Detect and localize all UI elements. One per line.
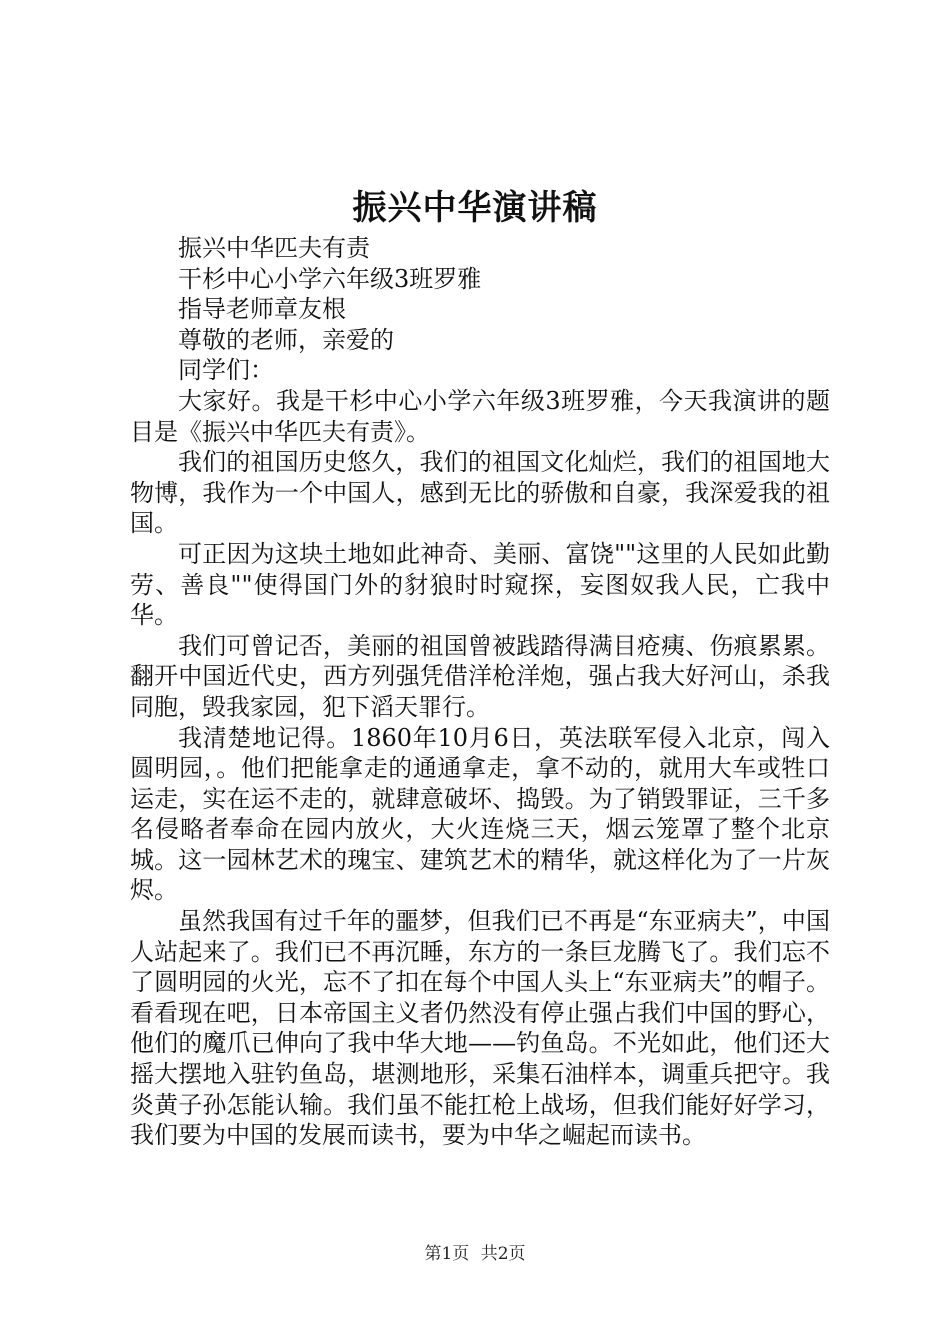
document-body	[130, 233, 830, 1151]
page-number-total: 共2页	[480, 1244, 526, 1264]
page-number-current: 第1页	[424, 1244, 470, 1264]
paragraph-speaker: 干杉中心小学六年级3班罗雅	[178, 264, 482, 293]
paragraph-yuanmingyuan: 我清楚地记得。1860年10月6日，英法联军侵入北京，闯入圆明园，。他们把能拿走的通通拿走，拿不动的，就用大车或牲口运走，实在运不走的，就肆意破坏、捣毁。为了销毁罪证，三千多名侵略者奉命在园内放火，大火连烧三天，烟云笼罩了整个北京城。这一园林艺术的瑰宝、建筑艺术的精华，就这样化为了一片灰烬。	[130, 723, 830, 905]
paragraph-invaders: 可正因为这块土地如此神奇、美丽、富饶""这里的人民如此勤劳、善良""使得国门外的豺狼时时窥探，妄图奴我人民，亡我中华。	[130, 539, 830, 630]
paragraph-advisor: 指导老师章友根	[178, 295, 346, 324]
paragraph-history: 我们的祖国历史悠久，我们的祖国文化灿烂，我们的祖国地大物博，我作为一个中国人，感到无比的骄傲和自豪，我深爱我的祖国。	[130, 448, 830, 538]
document-title: 振兴中华演讲稿	[352, 188, 598, 228]
paragraph-speech-title: 振兴中华匹夫有责	[178, 234, 370, 262]
paragraph-salutation-cont: 同学们：	[178, 356, 274, 385]
paragraph-greeting: 大家好。我是干杉中心小学六年级3班罗雅，今天我演讲的题目是《振兴中华匹夫有责》。	[130, 386, 830, 446]
page-footer	[0, 1243, 950, 1265]
paragraph-modern-history: 我们可曾记否，美丽的祖国曾被践踏得满目疮痍、伤痕累累。翻开中国近代史，西方列强凭借洋枪洋炮，强占我大好河山，杀我同胞，毁我家园，犯下滔天罪行。	[130, 631, 830, 721]
paragraph-salutation: 尊敬的老师，亲爱的	[178, 325, 394, 354]
paragraph-rise: 虽然我国有过千年的噩梦，但我们已不再是“东亚病夫”，中国人站起来了。我们已不再沉睡，东方的一条巨龙腾飞了。我们忘不了圆明园的火光，忘不了扣在每个中国人头上“东亚病夫”的帽子。看看现在吧，日本帝国主义者仍然没有停止强占我们中国的野心，他们的魔爪已伸向了我中华大地——钓鱼岛。不光如此，他们还大摇大摆地入驻钓鱼岛，堪测地形，采集石油样本，调重兵把守。我炎黄子孙怎能认输。我们虽不能扛枪上战场，但我们能好好学习，我们要为中国的发展而读书，要为中华之崛起而读书。	[130, 907, 830, 1150]
